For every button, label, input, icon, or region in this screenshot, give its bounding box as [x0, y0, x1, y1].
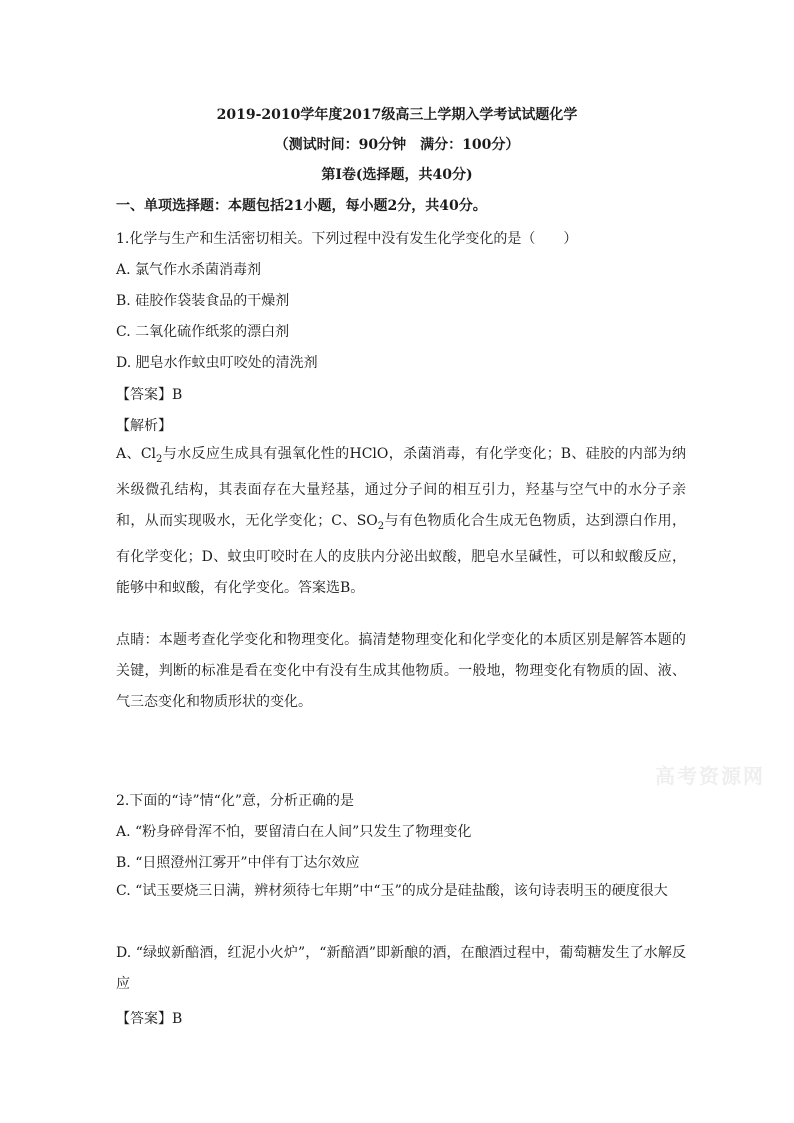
question-1-option-b: B. 硅胶作袋装食品的干燥剂 — [116, 293, 290, 309]
question-1-option-a: A. 氯气作水杀菌消毒剂 — [116, 262, 262, 278]
section-heading: 一、单项选择题：本题包括21小题，每小题2分，共40分。 — [116, 198, 487, 214]
question-1-option-d: D. 肥皂水作蚊虫叮咬处的清洗剂 — [116, 355, 318, 371]
question-1-option-c: C. 二氧化硫作纸浆的漂白剂 — [116, 324, 290, 340]
question-1-comment: 点睛：本题考查化学变化和物理变化。搞清楚物理变化和化学变化的本质区别是解答本题的关键，判断的标准是看在变化中有没有生成其他物质。一般地，物理变化有物质的固、液、气三态变化和物质形状的变化。 — [116, 632, 686, 710]
question-2-stem: 2.下面的“诗”情“化”意，分析正确的是 — [116, 793, 354, 809]
question-2-option-a: A. “粉身碎骨浑不怕，要留清白在人间”只发生了物理变化 — [116, 824, 472, 840]
analysis-text-3: 与有色物质化合生成无色物质，达到漂白作用，有化学变化；D、蚊虫叮咬时在人的皮肤内分泌出蚁酸，肥皂水呈碱性，可以和蚁酸反应，能够中和蚁酸，有化学变化。答案选B。 — [116, 512, 686, 596]
question-2-option-c: C. “试玉要烧三日满，辨材须待七年期”中“玉”的成分是硅盐酸，该句诗表明玉的硬度很大 — [116, 883, 668, 899]
question-2-option-d: D. “绿蚁新醅酒，红泥小火炉”，“新醅酒”即新酿的酒，在酿酒过程中，葡萄糖发生了水解反应 — [116, 945, 686, 992]
subscript: 2 — [377, 520, 385, 532]
question-1-stem: 1.化学与生产和生活密切相关。下列过程中没有发生化学变化的是（ ） — [116, 231, 578, 247]
question-1-analysis — [116, 439, 686, 604]
question-1-analysis-label: 【解析】 — [116, 418, 172, 434]
volume-heading: 第Ⅰ卷(选择题，共40分) — [321, 167, 473, 183]
watermark: 高考资源网 — [655, 764, 765, 788]
analysis-text-1: A、Cl — [116, 446, 157, 462]
subscript: 2 — [156, 453, 163, 465]
document-title: 2019-2010学年度2017级高三上学期入学考试试题化学 — [216, 107, 578, 123]
question-1-answer: 【答案】B — [116, 387, 183, 403]
exam-info: （测试时间：90分钟 满分：100分） — [274, 137, 520, 153]
question-2-answer: 【答案】B — [116, 1011, 183, 1027]
question-2-option-b: B. “日照澄州江雾开”中伴有丁达尔效应 — [116, 855, 360, 871]
analysis-text-2: 与水反应生成具有强氧化性的HClO，杀菌消毒，有化学变化；B、硅胶的内部为纳米级微孔结构，其表面存在大量羟基，通过分子间的相互引力，羟基与空气中的水分子亲和，从而实现吸水，无化学变化；C、SO — [116, 446, 686, 529]
